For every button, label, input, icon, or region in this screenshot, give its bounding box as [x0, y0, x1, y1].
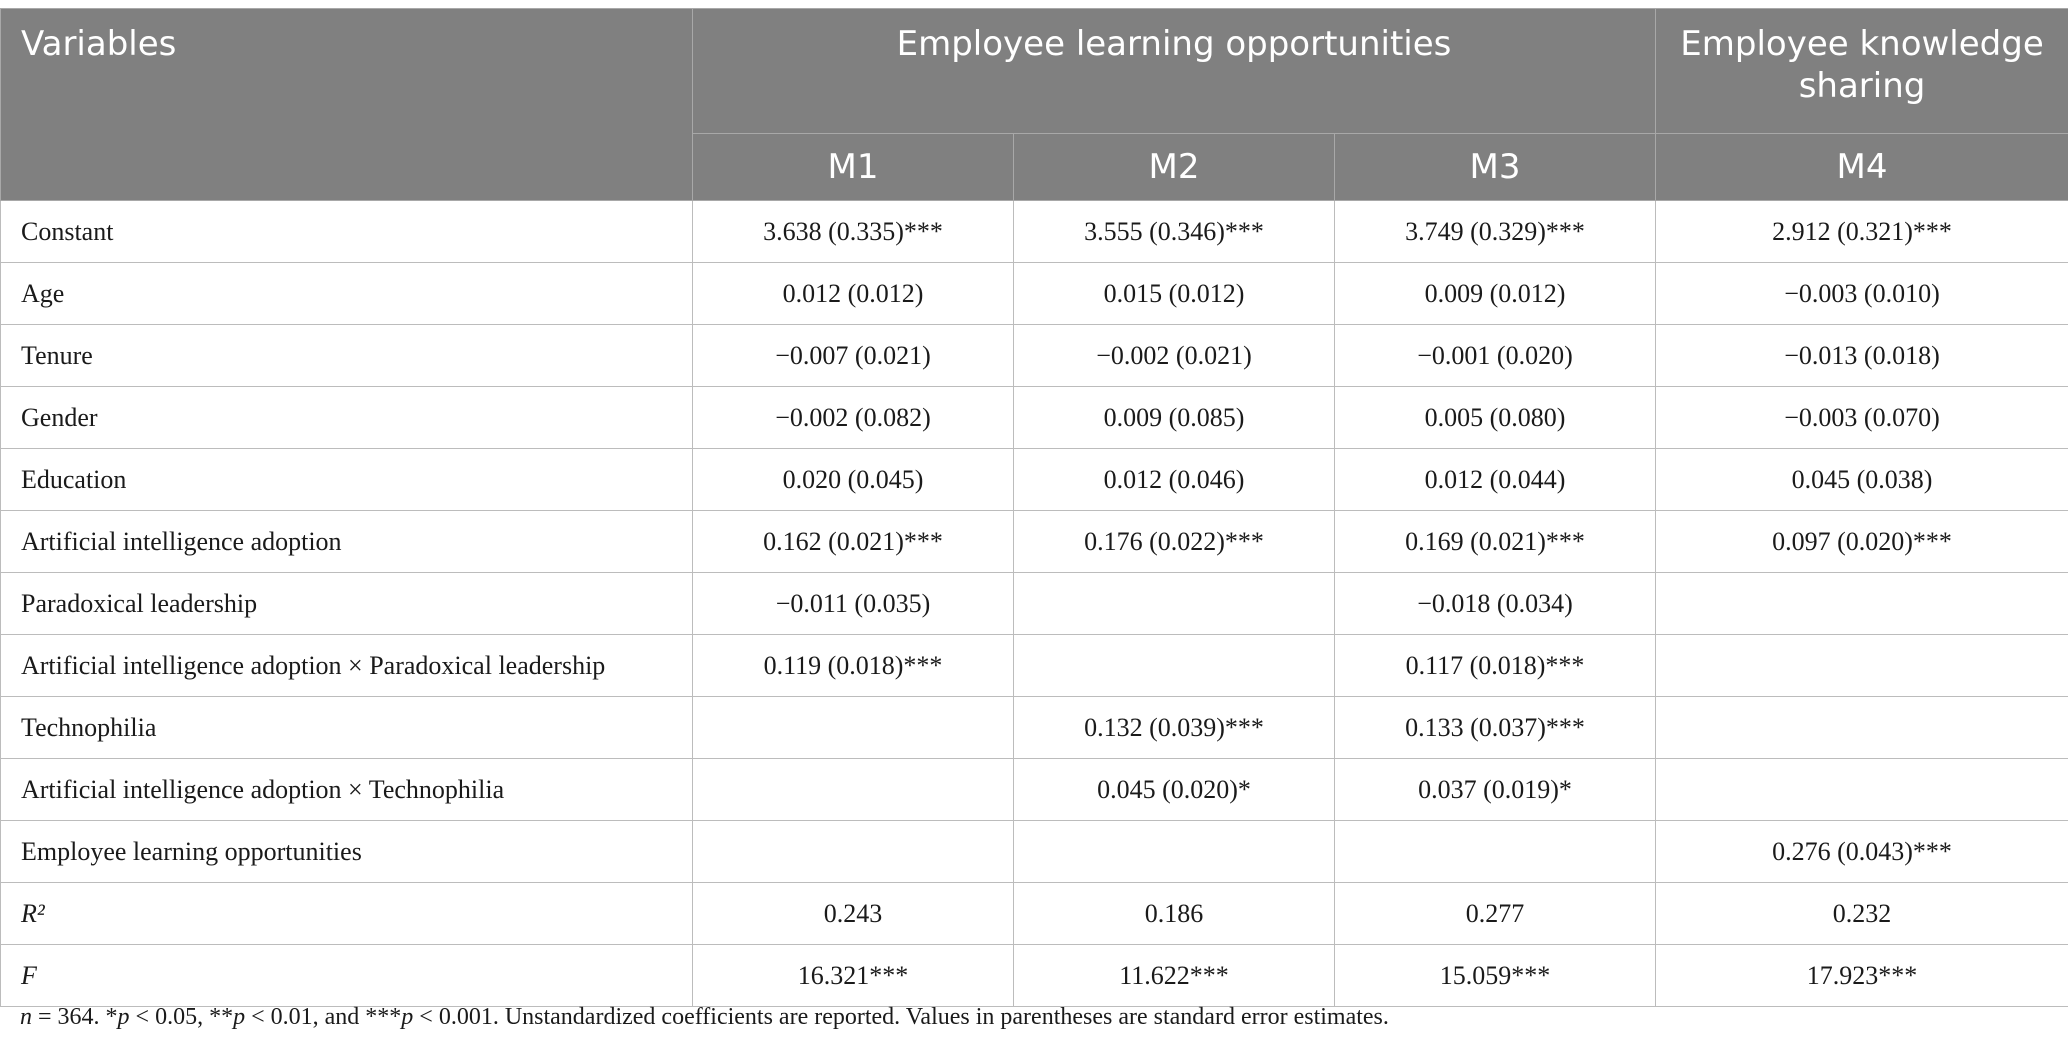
table-row — [1, 635, 2068, 697]
cell-m3: −0.001 (0.020) — [1335, 325, 1656, 387]
cell-m3: 3.749 (0.329)*** — [1335, 201, 1656, 263]
table-body — [1, 201, 2068, 1007]
row-label: Constant — [1, 201, 693, 263]
cell-m4: 0.045 (0.038) — [1656, 449, 2068, 511]
row-label: F — [1, 945, 693, 1007]
header-model-m2: M2 — [1014, 134, 1335, 201]
table-row — [1, 325, 2068, 387]
table-row — [1, 263, 2068, 325]
table-row — [1, 821, 2068, 883]
table-row — [1, 883, 2068, 945]
cell-m4: 17.923*** — [1656, 945, 2068, 1007]
cell-m1: −0.011 (0.035) — [693, 573, 1014, 635]
cell-m1: 16.321*** — [693, 945, 1014, 1007]
table-header — [1, 9, 2068, 201]
cell-m1 — [693, 759, 1014, 821]
header-model-m1: M1 — [693, 134, 1014, 201]
cell-m2: 0.015 (0.012) — [1014, 263, 1335, 325]
cell-m2: 0.012 (0.046) — [1014, 449, 1335, 511]
cell-m2: 11.622*** — [1014, 945, 1335, 1007]
row-label: Artificial intelligence adoption × Technophilia — [1, 759, 693, 821]
cell-m2: 0.009 (0.085) — [1014, 387, 1335, 449]
footnote-text-3: < 0.01, and *** — [245, 1004, 402, 1030]
cell-m4: −0.003 (0.070) — [1656, 387, 2068, 449]
row-label: Age — [1, 263, 693, 325]
cell-m1: −0.002 (0.082) — [693, 387, 1014, 449]
table-row — [1, 945, 2068, 1007]
table-row — [1, 201, 2068, 263]
header-learning-opportunities: Employee learning opportunities — [693, 9, 1656, 134]
cell-m3: 0.037 (0.019)* — [1335, 759, 1656, 821]
footnote-text-1: = 364. * — [32, 1004, 118, 1030]
cell-m1: 0.012 (0.012) — [693, 263, 1014, 325]
cell-m1: −0.007 (0.021) — [693, 325, 1014, 387]
footnote-n: n — [20, 1004, 32, 1030]
cell-m1: 0.162 (0.021)*** — [693, 511, 1014, 573]
table-footnote — [20, 1004, 1389, 1031]
cell-m2: 0.045 (0.020)* — [1014, 759, 1335, 821]
cell-m4: 0.232 — [1656, 883, 2068, 945]
regression-table-container — [0, 8, 2068, 1007]
footnote-p2: p — [233, 1004, 246, 1030]
header-model-m4: M4 — [1656, 134, 2068, 201]
header-variables: Variables — [1, 9, 693, 201]
cell-m4: 0.276 (0.043)*** — [1656, 821, 2068, 883]
footnote-text-2: < 0.05, ** — [129, 1004, 234, 1030]
table-row — [1, 573, 2068, 635]
cell-m1: 3.638 (0.335)*** — [693, 201, 1014, 263]
cell-m4 — [1656, 573, 2068, 635]
cell-m3: 0.277 — [1335, 883, 1656, 945]
cell-m4 — [1656, 759, 2068, 821]
cell-m3: 0.005 (0.080) — [1335, 387, 1656, 449]
cell-m4: 2.912 (0.321)*** — [1656, 201, 2068, 263]
table-row — [1, 697, 2068, 759]
cell-m2: 0.176 (0.022)*** — [1014, 511, 1335, 573]
table-row — [1, 759, 2068, 821]
cell-m2: 0.132 (0.039)*** — [1014, 697, 1335, 759]
cell-m3: −0.018 (0.034) — [1335, 573, 1656, 635]
cell-m3: 0.117 (0.018)*** — [1335, 635, 1656, 697]
cell-m2 — [1014, 635, 1335, 697]
cell-m1: 0.020 (0.045) — [693, 449, 1014, 511]
header-model-m3: M3 — [1335, 134, 1656, 201]
table-row — [1, 511, 2068, 573]
footnote-p1: p — [117, 1004, 130, 1030]
cell-m3: 15.059*** — [1335, 945, 1656, 1007]
row-label: Gender — [1, 387, 693, 449]
header-knowledge-sharing: Employee knowledge sharing — [1656, 9, 2068, 134]
footnote-p3: p — [401, 1004, 414, 1030]
cell-m1 — [693, 697, 1014, 759]
row-label: R² — [1, 883, 693, 945]
cell-m2: 0.186 — [1014, 883, 1335, 945]
cell-m2: −0.002 (0.021) — [1014, 325, 1335, 387]
cell-m1: 0.119 (0.018)*** — [693, 635, 1014, 697]
cell-m2 — [1014, 821, 1335, 883]
cell-m4 — [1656, 697, 2068, 759]
regression-table — [0, 8, 2068, 1007]
cell-m3: 0.133 (0.037)*** — [1335, 697, 1656, 759]
cell-m3 — [1335, 821, 1656, 883]
cell-m4: −0.003 (0.010) — [1656, 263, 2068, 325]
table-row — [1, 449, 2068, 511]
cell-m1 — [693, 821, 1014, 883]
cell-m1: 0.243 — [693, 883, 1014, 945]
row-label: Technophilia — [1, 697, 693, 759]
cell-m4: −0.013 (0.018) — [1656, 325, 2068, 387]
cell-m4 — [1656, 635, 2068, 697]
row-label: Artificial intelligence adoption × Paradoxical leadership — [1, 635, 693, 697]
cell-m4: 0.097 (0.020)*** — [1656, 511, 2068, 573]
cell-m3: 0.009 (0.012) — [1335, 263, 1656, 325]
row-label: Education — [1, 449, 693, 511]
row-label: Paradoxical leadership — [1, 573, 693, 635]
footnote-text-4: < 0.001. Unstandardized coefficients are reported. Values in parentheses are standard error estimates. — [413, 1004, 1389, 1030]
row-label: Tenure — [1, 325, 693, 387]
cell-m3: 0.012 (0.044) — [1335, 449, 1656, 511]
row-label: Artificial intelligence adoption — [1, 511, 693, 573]
table-row — [1, 387, 2068, 449]
cell-m2: 3.555 (0.346)*** — [1014, 201, 1335, 263]
row-label: Employee learning opportunities — [1, 821, 693, 883]
cell-m3: 0.169 (0.021)*** — [1335, 511, 1656, 573]
cell-m2 — [1014, 573, 1335, 635]
